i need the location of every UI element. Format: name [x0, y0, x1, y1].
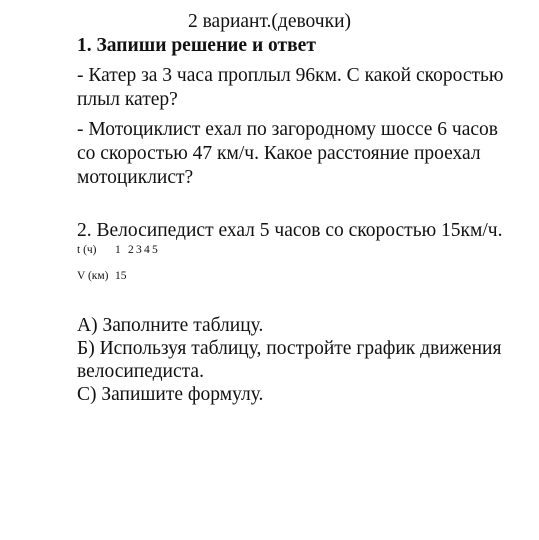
section2-task: 2. Велосипедист ехал 5 часов со скоростью 15км/ч.: [77, 220, 503, 241]
table-v-value: 15: [115, 270, 127, 282]
instruction-b-line-2: велосипедиста.: [77, 361, 204, 382]
task-a-line-2: плыл катер?: [77, 89, 178, 110]
task-a-line-1: - Катер за 3 часа проплыл 96км. С какой скоростью: [77, 65, 504, 86]
table-v-label: V (км): [77, 270, 109, 282]
instruction-c: С) Запишите формулу.: [77, 384, 264, 405]
instruction-a: А) Заполните таблицу.: [77, 315, 264, 336]
instruction-b-line-1: Б) Используя таблицу, постройте график движения: [77, 338, 502, 359]
section1-heading: 1. Запиши решение и ответ: [77, 35, 316, 56]
table-t-value: 2: [128, 244, 134, 256]
task-b-line-1: - Мотоциклист ехал по загородному шоссе 6 часов: [77, 119, 498, 140]
page-title: 2 вариант.(девочки): [187, 11, 352, 32]
table-t-value: 4: [144, 244, 150, 256]
table-t-value: 3: [136, 244, 142, 256]
task-b-line-3: мотоциклист?: [77, 167, 194, 188]
table-t-label: t (ч): [77, 244, 97, 256]
table-t-value: 5: [152, 244, 158, 256]
task-b-line-2: со скоростью 47 км/ч. Какое расстояние проехал: [77, 143, 481, 164]
table-t-value: 1: [115, 244, 121, 256]
